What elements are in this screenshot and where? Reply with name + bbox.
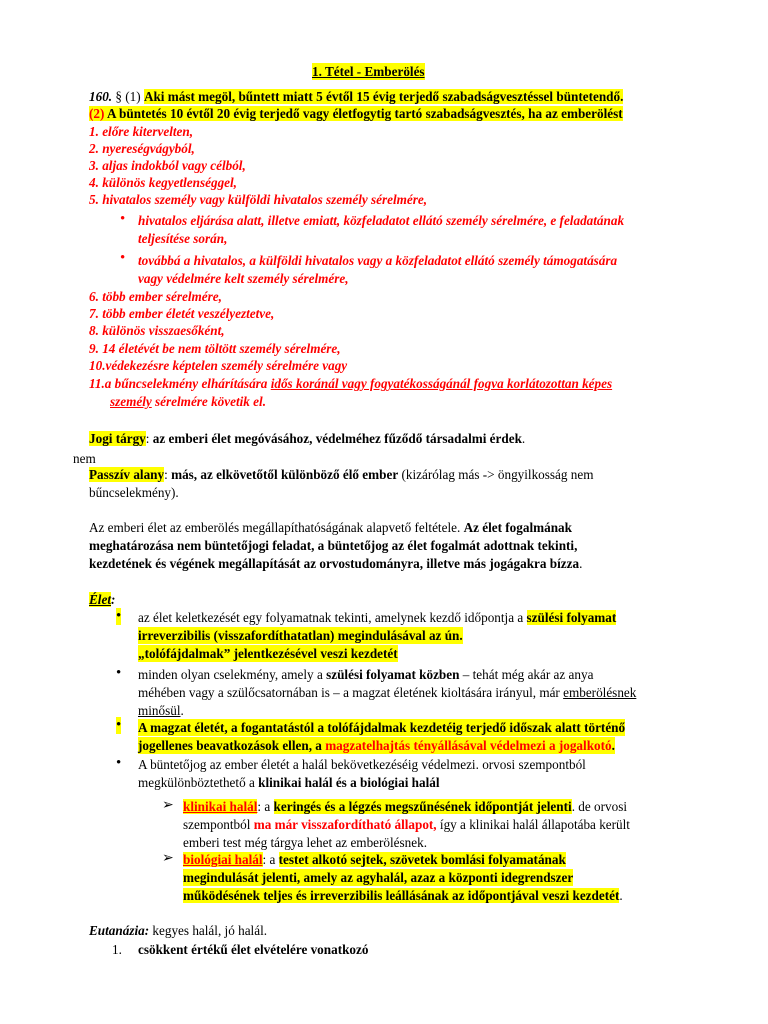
law-item-11-cont: személy sérelmére követik el. <box>110 394 267 409</box>
law-item-7: 7. több ember életét veszélyeztetve, <box>89 306 275 321</box>
law-paragraph-2: (2) A büntetés 10 évtől 20 évig terjedő vagy életfogytig tartó szabadságvesztés, ha az emberölést <box>89 106 623 121</box>
arrow-bullet-icon: ➢ <box>162 851 174 866</box>
law-item-3: 3. aljas indokból vagy célból, <box>89 158 246 173</box>
law-subitem-1-cont: teljesítése során, <box>138 231 228 246</box>
passziv-alany-cont: bűncselekmény). <box>89 485 179 500</box>
elet-bullet-2-cont: méhében vagy a szülőcsatornában is – a magzat életének kioltására irányul, már emberölésnek <box>138 685 637 700</box>
elet-bullet-4-cont: megkülönböztethető a klinikai halál és a biológiai halál <box>138 775 440 790</box>
bullet-icon: • <box>120 250 126 266</box>
eutanazia-item-1: csökkent értékű élet elvételére vonatkozó <box>138 942 369 957</box>
law-item-9: 9. 14 életévét be nem töltött személy sérelmére, <box>89 341 341 356</box>
biologiai-halal-cont: megindulását jelenti, amely az agyhalál, azaz a központi idegrendszer <box>183 870 574 885</box>
elet-bullet-1-cont2: „tolófájdalmak” jelentkezésével veszi kezdetét <box>138 646 398 661</box>
law-paragraph-1: 160. § (1) Aki mást megöl, bűntett miatt 5 évtől 15 évig terjedő szabadságvesztéssel büntetendő. <box>89 89 624 104</box>
bullet-icon: • <box>116 755 122 771</box>
law-item-2: 2. nyereségvágyból, <box>89 141 195 156</box>
law-item-5: 5. hivatalos személy vagy külföldi hivatalos személy sérelmére, <box>89 192 428 207</box>
eutanazia-line: Eutanázia: kegyes halál, jó halál. <box>89 923 268 938</box>
law-subitem-2-cont: vagy védelmére kelt személy sérelmére, <box>138 271 349 286</box>
elet-bullet-2: minden olyan cselekmény, amely a szülési folyamat közben – tehát még akár az anya <box>138 667 594 682</box>
biologiai-halal-cont2: működésének teljes és irreverzibilis leállásának az időpontjával veszi kezdetét. <box>183 888 623 903</box>
bullet-icon: • <box>120 211 126 227</box>
jogi-targy-line: Jogi tárgy: az emberi élet megóvásához, védelméhez fűződő társadalmi érdek. <box>89 431 526 446</box>
elet-bullet-1: az élet keletkezését egy folyamatnak tekinti, amelynek kezdő időpontja a szülési folyamat <box>138 610 617 625</box>
bullet-icon: • <box>116 608 122 624</box>
law-subitem-2: továbbá a hivatalos, a külföldi hivatalos vagy a közfeladatot ellátó személy támogatására <box>138 253 618 268</box>
body-paragraph-line-2: meghatározása nem büntetőjogi feladat, a büntetőjog az élet fogalmát adottnak tekinti, <box>89 538 578 553</box>
nem-note: nem <box>73 451 96 466</box>
body-paragraph-line-1: Az emberi élet az emberölés megállapíthatóságának alapvető feltétele. Az élet fogalmának <box>89 520 572 535</box>
bullet-icon: • <box>116 717 122 733</box>
elet-bullet-3: A magzat életét, a fogantatástól a tolófájdalmak kezdetéig terjedő időszak alatt történő <box>138 720 626 735</box>
elet-bullet-2-cont2: minősül. <box>138 703 184 718</box>
elet-bullet-3-cont: jogellenes beavatkozások ellen, a magzatelhajtás tényállásával védelmezi a jogalkotó. <box>138 738 615 753</box>
arrow-bullet-icon: ➢ <box>162 798 174 813</box>
body-paragraph-line-3: kezdetének és végének megállapítását az orvostudományra, illetve más jogágakra bízza. <box>89 556 583 571</box>
law-item-10: 10.védekezésre képtelen személy sérelmére vagy <box>89 358 348 373</box>
klinikai-halal-cont: szempontból ma már visszafordítható állapot, így a klinikai halál állapotába került <box>183 817 630 832</box>
law-subitem-1: hivatalos eljárása alatt, illetve emiatt, közfeladatot ellátó személy sérelmére, e feladatának <box>138 213 625 228</box>
elet-heading: Élet: <box>89 592 116 607</box>
biologiai-halal-line: biológiai halál: a testet alkotó sejtek, szövetek bomlási folyamatának <box>183 852 566 867</box>
elet-bullet-4: A büntetőjog az ember életét a halál bekövetkezéséig védelmezi. orvosi szempontból <box>138 757 586 772</box>
eutanazia-item-number: 1. <box>112 942 122 957</box>
law-item-11: 11.a bűncselekmény elhárítására idős koránál vagy fogyatékosságánál fogva korlátozottan képes <box>89 376 613 391</box>
law-item-8: 8. különös visszaesőként, <box>89 323 225 338</box>
passziv-alany-line: Passzív alany: más, az elkövetőtől különböző élő ember (kizárólag más -> öngyilkosság nem <box>89 467 594 482</box>
law-item-1: 1. előre kitervelten, <box>89 124 194 139</box>
elet-bullet-1-cont: irreverzibilis (visszafordíthatatlan) megindulásával az ún. <box>138 628 463 643</box>
law-item-6: 6. több ember sérelmére, <box>89 289 222 304</box>
bullet-icon: • <box>116 665 122 681</box>
page-title: 1. Tétel - Emberölés <box>312 64 425 79</box>
klinikai-halal-cont2: emberi test még tárgya lehet az emberölésnek. <box>183 835 427 850</box>
klinikai-halal-line: klinikai halál: a keringés és a légzés megszűnésének időpontját jelenti. de orvosi <box>183 799 627 814</box>
law-item-4: 4. különös kegyetlenséggel, <box>89 175 237 190</box>
